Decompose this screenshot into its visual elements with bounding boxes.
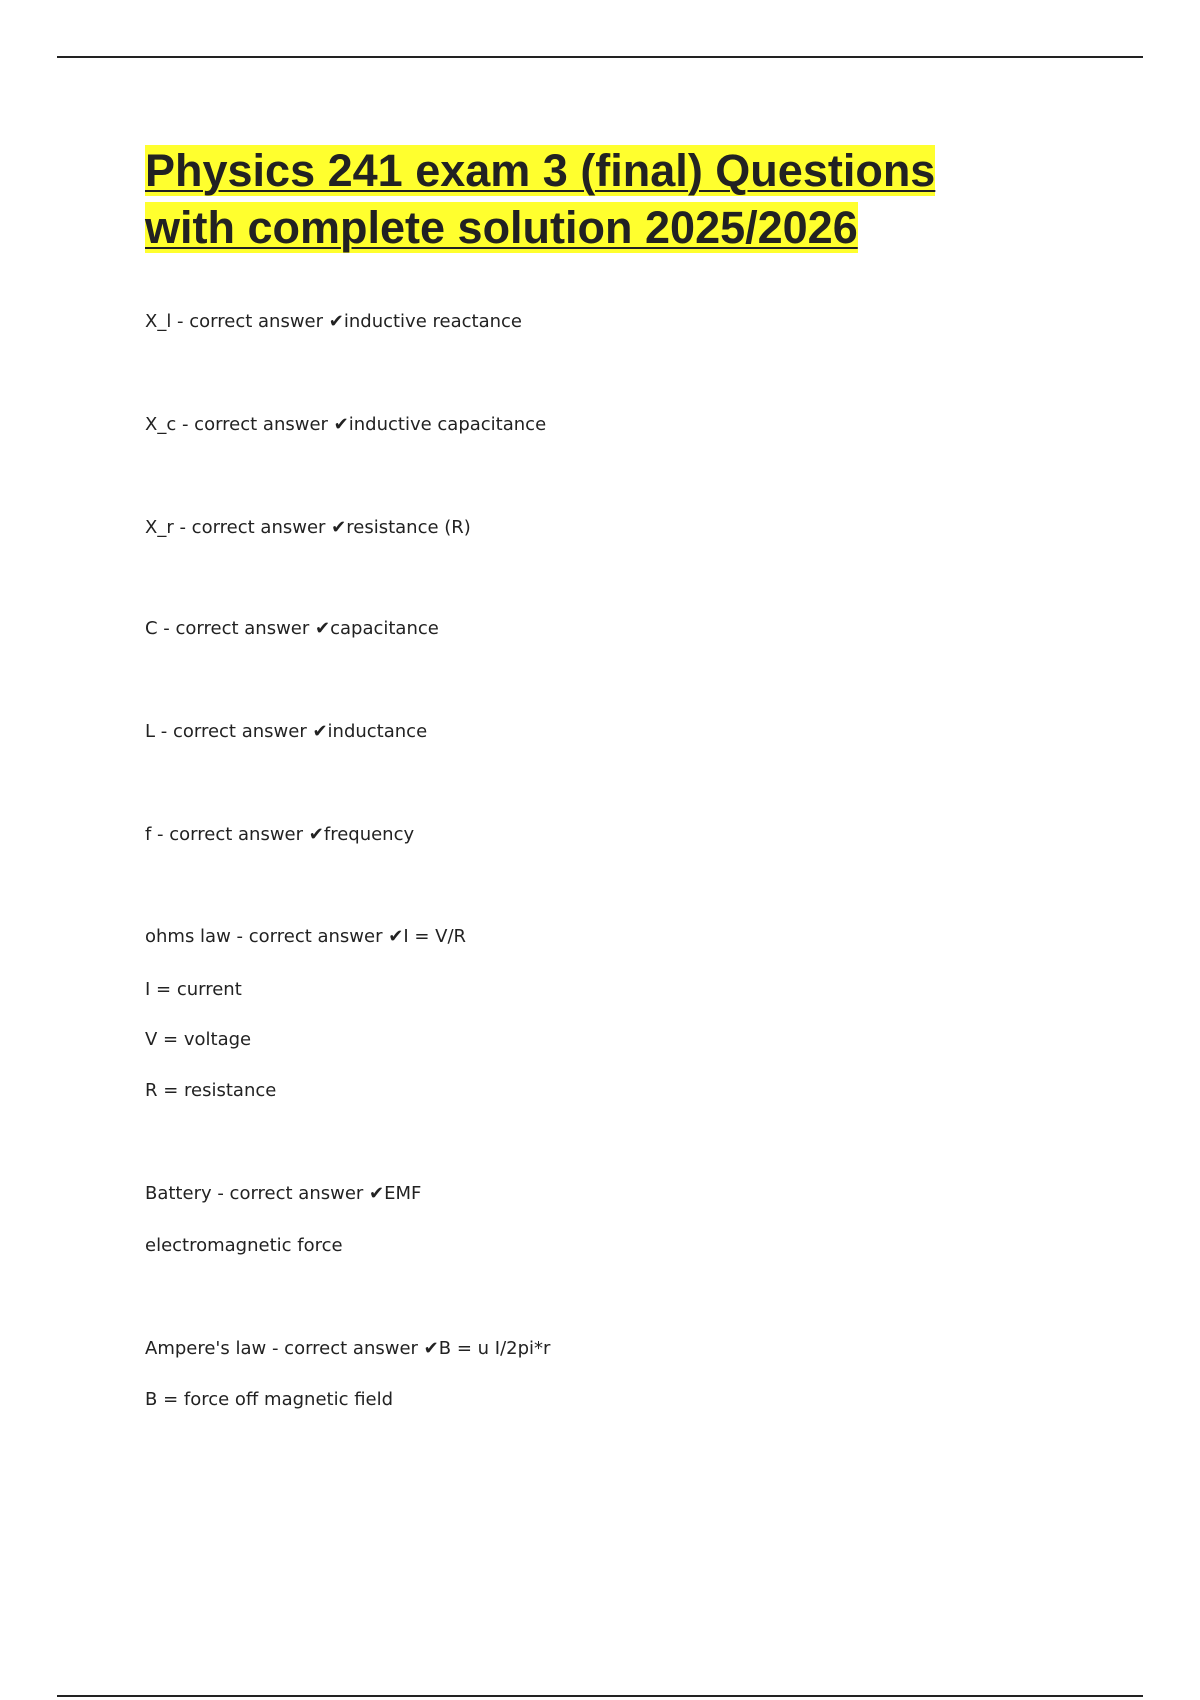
qa-term: ohms law - correct answer bbox=[145, 926, 389, 947]
qa-item bbox=[145, 1183, 421, 1205]
document-title bbox=[145, 142, 1045, 256]
qa-note: R = resistance bbox=[145, 1080, 277, 1101]
qa-note: I = current bbox=[145, 979, 242, 1000]
check-icon: ✔ bbox=[331, 517, 347, 538]
qa-item bbox=[145, 1338, 550, 1360]
qa-term: X_r - correct answer bbox=[145, 517, 332, 538]
footer-rule bbox=[57, 1695, 1143, 1697]
qa-term: X_l - correct answer bbox=[145, 311, 329, 332]
qa-term: Ampere's law - correct answer bbox=[145, 1338, 424, 1359]
qa-answer: B = u I/2pi*r bbox=[438, 1338, 551, 1359]
qa-answer: inductance bbox=[327, 721, 428, 742]
check-icon: ✔ bbox=[312, 721, 328, 742]
qa-item bbox=[145, 926, 466, 948]
qa-note: V = voltage bbox=[145, 1029, 252, 1050]
qa-item bbox=[145, 517, 471, 539]
check-icon: ✔ bbox=[333, 414, 349, 435]
qa-term: f - correct answer bbox=[145, 824, 309, 845]
qa-answer: frequency bbox=[323, 824, 415, 845]
header-rule bbox=[57, 56, 1143, 58]
qa-answer: capacitance bbox=[330, 618, 439, 639]
qa-item bbox=[145, 721, 427, 743]
check-icon: ✔ bbox=[315, 618, 331, 639]
qa-note: electromagnetic force bbox=[145, 1235, 343, 1256]
qa-item bbox=[145, 618, 439, 640]
qa-term: Battery - correct answer bbox=[145, 1183, 370, 1204]
check-icon: ✔ bbox=[388, 926, 404, 947]
qa-answer: EMF bbox=[384, 1183, 422, 1204]
check-icon: ✔ bbox=[328, 311, 344, 332]
check-icon: ✔ bbox=[369, 1183, 385, 1204]
qa-answer: inductive reactance bbox=[343, 311, 522, 332]
qa-note: B = force off magnetic field bbox=[145, 1389, 394, 1410]
qa-term: X_c - correct answer bbox=[145, 414, 334, 435]
qa-term: L - correct answer bbox=[145, 721, 313, 742]
qa-item bbox=[145, 414, 546, 436]
check-icon: ✔ bbox=[308, 824, 324, 845]
qa-answer: resistance (R) bbox=[346, 517, 471, 538]
qa-term: C - correct answer bbox=[145, 618, 315, 639]
title-line-2: with complete solution 2025/2026 bbox=[145, 202, 858, 253]
title-line-1: Physics 241 exam 3 (final) Questions bbox=[145, 145, 936, 196]
qa-item bbox=[145, 824, 414, 846]
qa-item bbox=[145, 311, 522, 333]
qa-answer: I = V/R bbox=[403, 926, 467, 947]
check-icon: ✔ bbox=[423, 1338, 439, 1359]
qa-answer: inductive capacitance bbox=[348, 414, 547, 435]
